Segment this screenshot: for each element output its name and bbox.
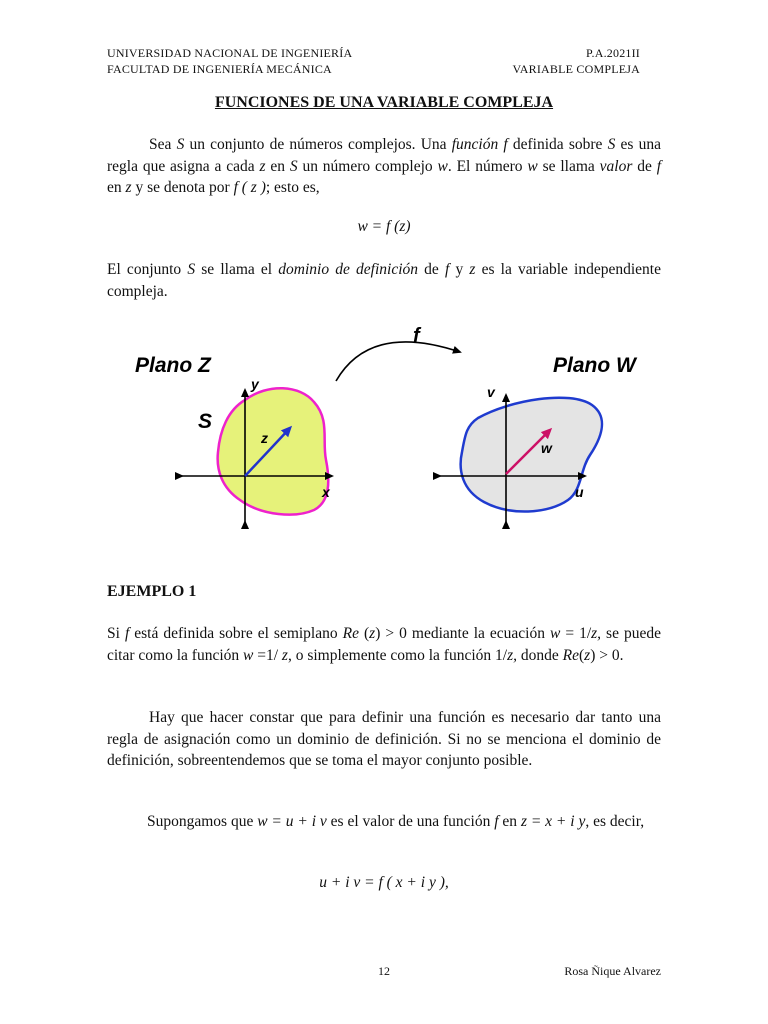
- equation-uv: u + i v = f ( x + i y ),: [319, 874, 449, 891]
- header-period: P.A.2021II: [585, 46, 640, 60]
- header-course: VARIABLE COMPLEJA: [512, 62, 640, 76]
- plane-z-label: Plano Z: [135, 354, 211, 377]
- paragraph-definition: Sea S un conjunto de números complejos. Una función f definida sobre S es una regla que asigna a cada z en S un número complejo w. El número w se llama valor de f en z y se denota por f ( z ); esto es,: [107, 136, 661, 196]
- map-label-f: f: [413, 325, 420, 347]
- page-title: FUNCIONES DE UNA VARIABLE COMPLEJA: [214, 94, 554, 111]
- header-faculty: FACULTAD DE INGENIERÍA MECÁNICA: [107, 62, 332, 76]
- paragraph-note: Hay que hacer constar que para definir una función es necesario dar tanto una regla de asignación como un dominio de definición. Si no se menciona el dominio de definición, sobreentendemos que se toma el mayor conjunto posible.: [107, 709, 661, 769]
- paragraph-suppose: Supongamos que w = u + i v es el valor de una función f en z = x + i y, es decir,: [147, 813, 645, 830]
- paragraph-example: Si f está definida sobre el semiplano Re (z) > 0 mediante la ecuación w = 1/z, se puede citar como la función w =1/ z, o simplemente como la función 1/z, donde Re(z) > 0.: [107, 625, 661, 664]
- page-number: 12: [378, 964, 390, 978]
- z-region: [218, 388, 329, 514]
- z-vector-label: z: [261, 430, 268, 446]
- mapping-arrow: [336, 342, 460, 381]
- footer-author: Rosa Ñique Alvarez: [564, 964, 661, 978]
- paragraph-domain: El conjunto S se llama el dominio de definición de f y z es la variable independiente compleja.: [107, 261, 661, 300]
- w-vector-label: w: [541, 440, 552, 456]
- plane-w-label: Plano W: [553, 354, 636, 377]
- axis-x-label: x: [322, 484, 330, 500]
- axis-v-label: v: [487, 384, 495, 400]
- axis-y-label: y: [251, 376, 259, 392]
- example-heading: EJEMPLO 1: [107, 583, 197, 600]
- set-s-label: S: [198, 410, 213, 433]
- axis-u-label: u: [575, 484, 584, 500]
- equation-w-fz: w = f (z): [357, 218, 411, 235]
- header-university: UNIVERSIDAD NACIONAL DE INGENIERÍA: [107, 46, 353, 60]
